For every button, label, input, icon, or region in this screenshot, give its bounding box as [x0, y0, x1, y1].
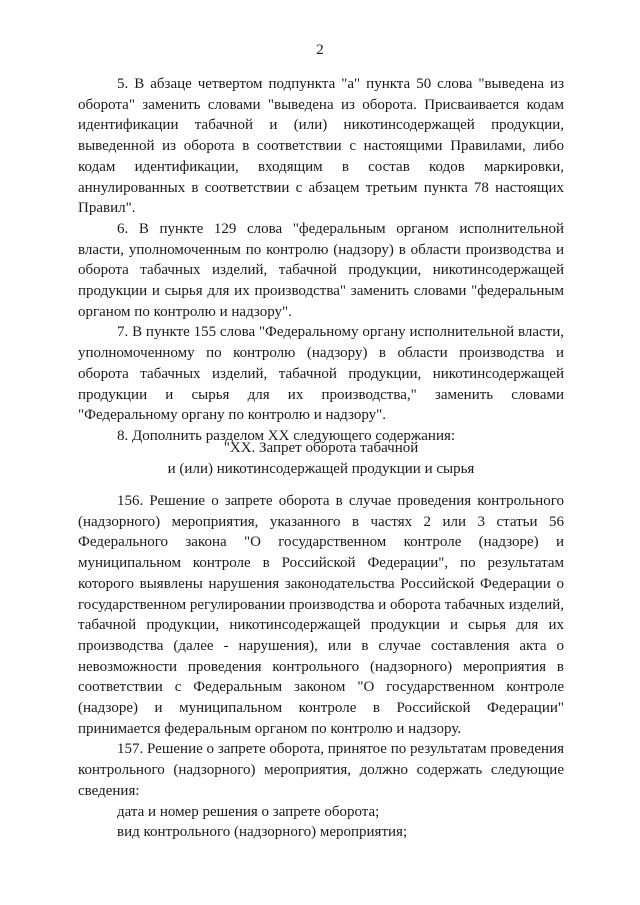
paragraph-item-6: 6. В пункте 129 слова "федеральным органом исполнительной власти, уполномоченным по контролю (надзору) в области производства и оборота табачных изделий, табачной продукции, никотинсодержащей продукции и сырья для их производства" заменить словами "федеральным органом по контролю и надзору".: [78, 220, 564, 320]
page-number: 2: [316, 42, 324, 58]
section-body: [78, 491, 564, 843]
paragraph-item-5: 5. В абзаце четвертом подпункта "а" пункта 50 слова "выведена из оборота" заменить словами "выведена из оборота. Присваивается кодам идентификации табачной и (или) никотинсодержащей продукции, выведенной из оборота в соответствии с настоящими Правилами, либо кодам идентификации, входящим в состав кодов маркировки, аннулированных в соответствии с абзацем третьим пункта 78 настоящих Правил".: [78, 76, 564, 217]
section-heading: [78, 438, 564, 479]
section-heading-line-1: "XX. Запрет оборота табачной: [223, 440, 419, 456]
paragraph-157: 157. Решение о запрете оборота, принятое по результатам проведения контрольного (надзорного) мероприятия, должно содержать следующие сведения:: [78, 741, 564, 799]
section-heading-line-2: и (или) никотинсодержащей продукции и сырья: [167, 460, 475, 477]
list-item: дата и номер решения о запрете оборота;: [117, 803, 380, 820]
amendments-block: [78, 74, 564, 447]
paragraph-156: 156. Решение о запрете оборота в случае проведения контрольного (надзорного) мероприятия, указанного в частях 2 или 3 статьи 56 Федерального закона "О государственном контроле (надзоре) и муниципальном контроле в Российской Федерации", по результатам которого выявлены нарушения законодательства Российской Федерации о государственном регулировании производства и оборота табачных изделий, табачной продукции, никотинсодержащей продукции и сырья для их производства (далее - нарушения), или в случае составления акта о невозможности проведения контрольного (надзорного) мероприятия в соответствии с Федеральным законом "О государственном контроле (надзоре) и муниципальном контроле в Российской Федерации" принимается федеральным органом по контролю и надзору.: [78, 493, 564, 737]
paragraph-item-8: 8. Дополнить разделом XX следующего содержания:: [117, 427, 456, 444]
list-item: вид контрольного (надзорного) мероприятия;: [117, 824, 408, 841]
paragraph-item-7: 7. В пункте 155 слова "Федеральному органу исполнительной власти, уполномоченному по контролю (надзору) в области производства и оборота табачных изделий, табачной продукции, никотинсодержащей продукции и сырья для их производства," заменить словами "Федеральному органу по контролю и надзору".: [78, 324, 564, 424]
